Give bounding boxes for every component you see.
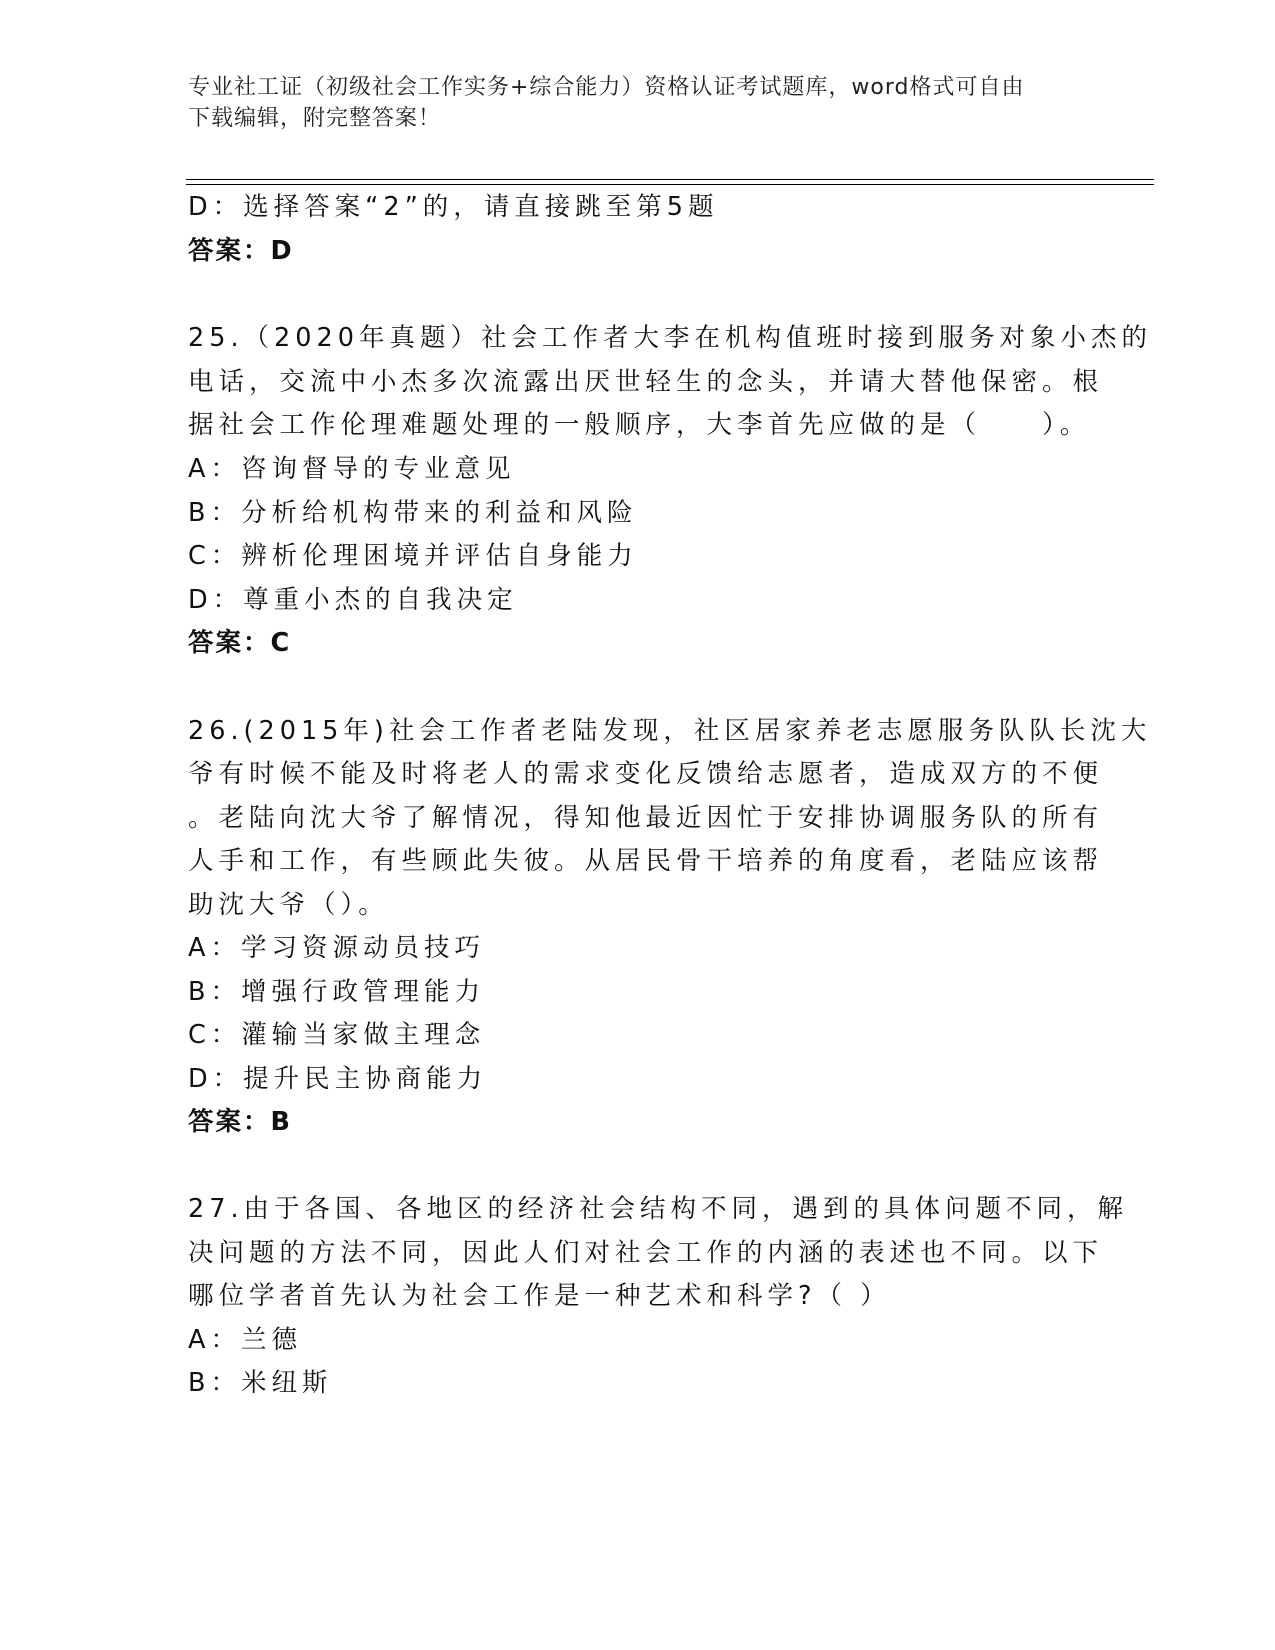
header-divider-bottom xyxy=(186,184,1154,185)
question-26-line-1: 26.(2015年)社会工作者老陆发现，社区居家养老志愿服务队队长沈大 xyxy=(188,716,1152,746)
question-27-option-b: B：米纽斯 xyxy=(188,1368,333,1398)
question-27-line-1: 27.由于各国、各地区的经济社会结构不同，遇到的具体问题不同，解 xyxy=(188,1194,1129,1224)
question-27-line-3: 哪位学者首先认为社会工作是一种艺术和科学?（ ） xyxy=(188,1281,891,1311)
header-line-1: 专业社工证（初级社会工作实务+综合能力）资格认证考试题库，word格式可自由 xyxy=(188,75,1025,100)
document-header xyxy=(188,72,1088,134)
question-25-option-b: B：分析给机构带来的利益和风险 xyxy=(188,498,638,528)
header-line-2: 下载编辑，附完整答案！ xyxy=(188,106,442,131)
question-25-option-d: D：尊重小杰的自我决定 xyxy=(188,585,518,615)
question-25-line-3: 据社会工作伦理难题处理的一般顺序，大李首先应做的是（ ）。 xyxy=(188,410,1091,440)
question-25-line-2: 电话，交流中小杰多次流露出厌世轻生的念头，并请大替他保密。根 xyxy=(188,367,1104,397)
question-26-line-4: 人手和工作，有些顾此失彼。从居民骨干培养的角度看，老陆应该帮 xyxy=(188,846,1104,876)
answer-24: 答案：D xyxy=(188,236,294,266)
question-25-option-c: C：辨析伦理困境并评估自身能力 xyxy=(188,541,638,571)
question-26-option-c: C：灌输当家做主理念 xyxy=(188,1020,486,1050)
option-d-prev: D：选择答案“2”的，请直接跳至第5题 xyxy=(188,192,719,222)
question-27-line-2: 决问题的方法不同，因此人们对社会工作的内涵的表述也不同。以下 xyxy=(188,1238,1104,1268)
header-divider-top xyxy=(186,179,1154,180)
answer-25: 答案：C xyxy=(188,628,292,658)
question-26-line-2: 爷有时候不能及时将老人的需求变化反馈给志愿者，造成双方的不便 xyxy=(188,759,1104,789)
question-26-option-d: D：提升民主协商能力 xyxy=(188,1064,488,1094)
question-27-option-a: A：兰德 xyxy=(188,1325,302,1355)
question-26-option-a: A：学习资源动员技巧 xyxy=(188,933,485,963)
question-26-option-b: B：增强行政管理能力 xyxy=(188,977,485,1007)
question-25-line-1: 25.（2020年真题）社会工作者大李在机构值班时接到服务对象小杰的 xyxy=(188,323,1152,353)
question-26-line-5: 助沈大爷（）。 xyxy=(188,890,389,920)
answer-26: 答案：B xyxy=(188,1107,292,1137)
question-25-option-a: A：咨询督导的专业意见 xyxy=(188,454,516,484)
question-26-line-3: 。老陆向沈大爷了解情况，得知他最近因忙于安排协调服务队的所有 xyxy=(188,803,1104,833)
